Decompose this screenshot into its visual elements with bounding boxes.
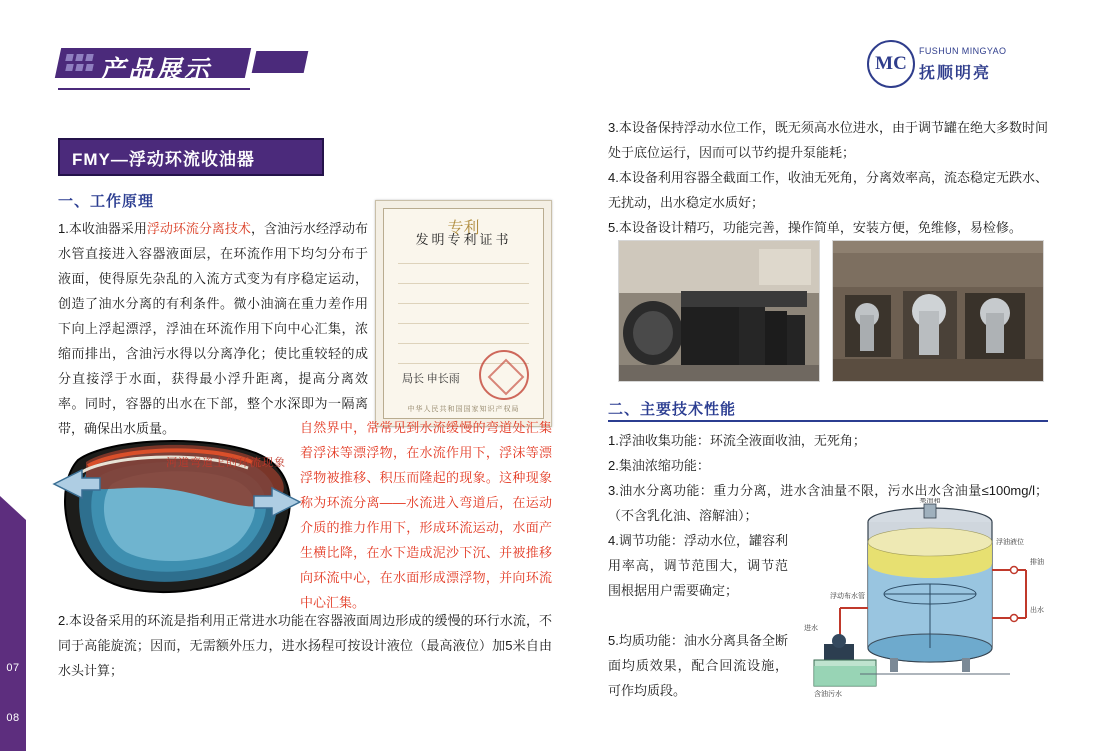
certificate-signature: 局长 申长雨 [402, 373, 460, 385]
logo-english-name: FUSHUN MINGYAO [919, 46, 1007, 56]
header-rule [58, 88, 250, 90]
tank-label-oily-water: 含油污水 [814, 691, 842, 698]
section-heading-technical-performance: 二、主要技术性能 [608, 401, 737, 418]
page-number-right: 08 [6, 712, 20, 724]
paragraph-working-principle-2: 2.本设备采用的环流是指利用正常进水功能在容器液面周边形成的缓慢的环行水流，不同于高能旋流；因而，无需额外压力，进水扬程可按设计液位（最高液位）加5米自由水头计算； [58, 613, 552, 678]
tank-schematic-svg [800, 498, 1048, 698]
logo-mark-icon: MC [867, 40, 915, 88]
paragraph-feature-5: 5.本设备设计精巧，功能完善，操作简单，安装方便，免维修，易检修。 [608, 220, 1022, 235]
tank-schematic-diagram [800, 498, 1048, 698]
tank-label-water-out: 出水 [1030, 607, 1044, 614]
certificate-footer: 中华人民共和国国家知识产权局 [407, 406, 520, 413]
left-side-bar [0, 0, 26, 751]
tank-label-oil-level: 浮油液位 [996, 539, 1024, 546]
red-annotation-text: 自然界中，常常见到水流缓慢的弯道处汇集着浮沫等漂浮物，在水流作用下，浮沫等漂浮物被推移、积压而隆起的现象。这种现象称为环流分离——水流进入弯道后，在运动介质的推力作用下，形成环流运动，水面产生横比降，在水下造成泥沙下沉、并被推移向环流中心，在水面形成漂浮物，并向环流中心汇集。 [300, 420, 552, 610]
header-dots-icon [66, 54, 94, 74]
tank-label-distributor: 浮动布水管 [830, 593, 865, 600]
company-logo [867, 38, 1052, 86]
photo-pipes-workshop [618, 240, 820, 382]
tech-item-1: 1.浮油收集功能：环流全液面收油，无死角； [608, 433, 866, 448]
product-name-text: FMY—浮动环流收油器 [72, 149, 255, 169]
certificate-seal-icon [479, 350, 529, 400]
section2-underline [608, 420, 1048, 422]
tech-item-5: 5.均质功能：油水分离具备全断面均质效果，配合回流设施，可作均质段。 [608, 633, 788, 698]
tech-item-3-text: 3.油水分离功能：重力分离，进水含油量不限，污水出水含油量≤100mg/l；（不含乳化油、溶解油）； [608, 483, 1048, 523]
highlight-technology: 浮动环流分离技术 [146, 221, 251, 236]
product-name-banner [58, 138, 324, 176]
photo-oil-collector-units [832, 240, 1044, 382]
diagram-caption: 河道弯道上的环流现象 [166, 457, 286, 469]
tech-item-4: 4.调节功能：浮动水位，罐容利用率高，调节范围大，调节范围根据用户需要确定； [608, 533, 788, 598]
tech-item-2: 2.集油浓缩功能： [608, 458, 710, 473]
header-title-text: 产品展示 [100, 55, 213, 84]
tank-label-oil-out: 排油 [1030, 559, 1044, 566]
tank-label-oil-box: 集油箱 [919, 498, 941, 504]
paragraph-feature-4: 4.本设备利用容器全截面工作，收油无死角，分离效率高，流态稳定无跌水、无扰动，出水稳定水质好； [608, 170, 1048, 210]
page-number-left: 07 [6, 662, 20, 674]
section-heading-working-principle: 一、工作原理 [58, 193, 155, 210]
header-title-accent [252, 51, 309, 73]
patent-certificate-image [375, 200, 552, 427]
certificate-title: 发明专利证书 [415, 232, 512, 247]
paragraph-feature-3: 3.本设备保持浮动水位工作，既无须高水位进水，由于调节罐在绝大多数时间处于底位运行，因而可以节约提升泵能耗； [608, 120, 1048, 160]
logo-chinese-name: 抚顺明亮 [919, 65, 992, 82]
header-title-block [58, 42, 318, 84]
photo-pipes-svg [619, 241, 819, 381]
photo-units-svg [833, 241, 1043, 381]
river-bend-diagram [48, 432, 306, 607]
paragraph-working-principle-1: 1.本收油器采用浮动环流分离技术，含油污水经浮动布水管直接进入容器液面层，在环流作用下均匀分布于液面，使得原先杂乱的入流方式变为有序稳定运动，创造了油水分离的有利条件。微小油滴在重力差作用下向上浮起漂浮，浮油在环流作用下向中心汇集，浓缩而排出，含油污水得以分离净化；使比重较轻的成分直接浮于水面，获得最小浮升距离，提高分离效率。同时，容器的出水在下部，整个水深即为一隔离带，确保出水质量。 [58, 221, 368, 436]
certificate-top-mark: 专利 [447, 220, 480, 237]
tank-label-inlet: 进水 [804, 625, 818, 632]
